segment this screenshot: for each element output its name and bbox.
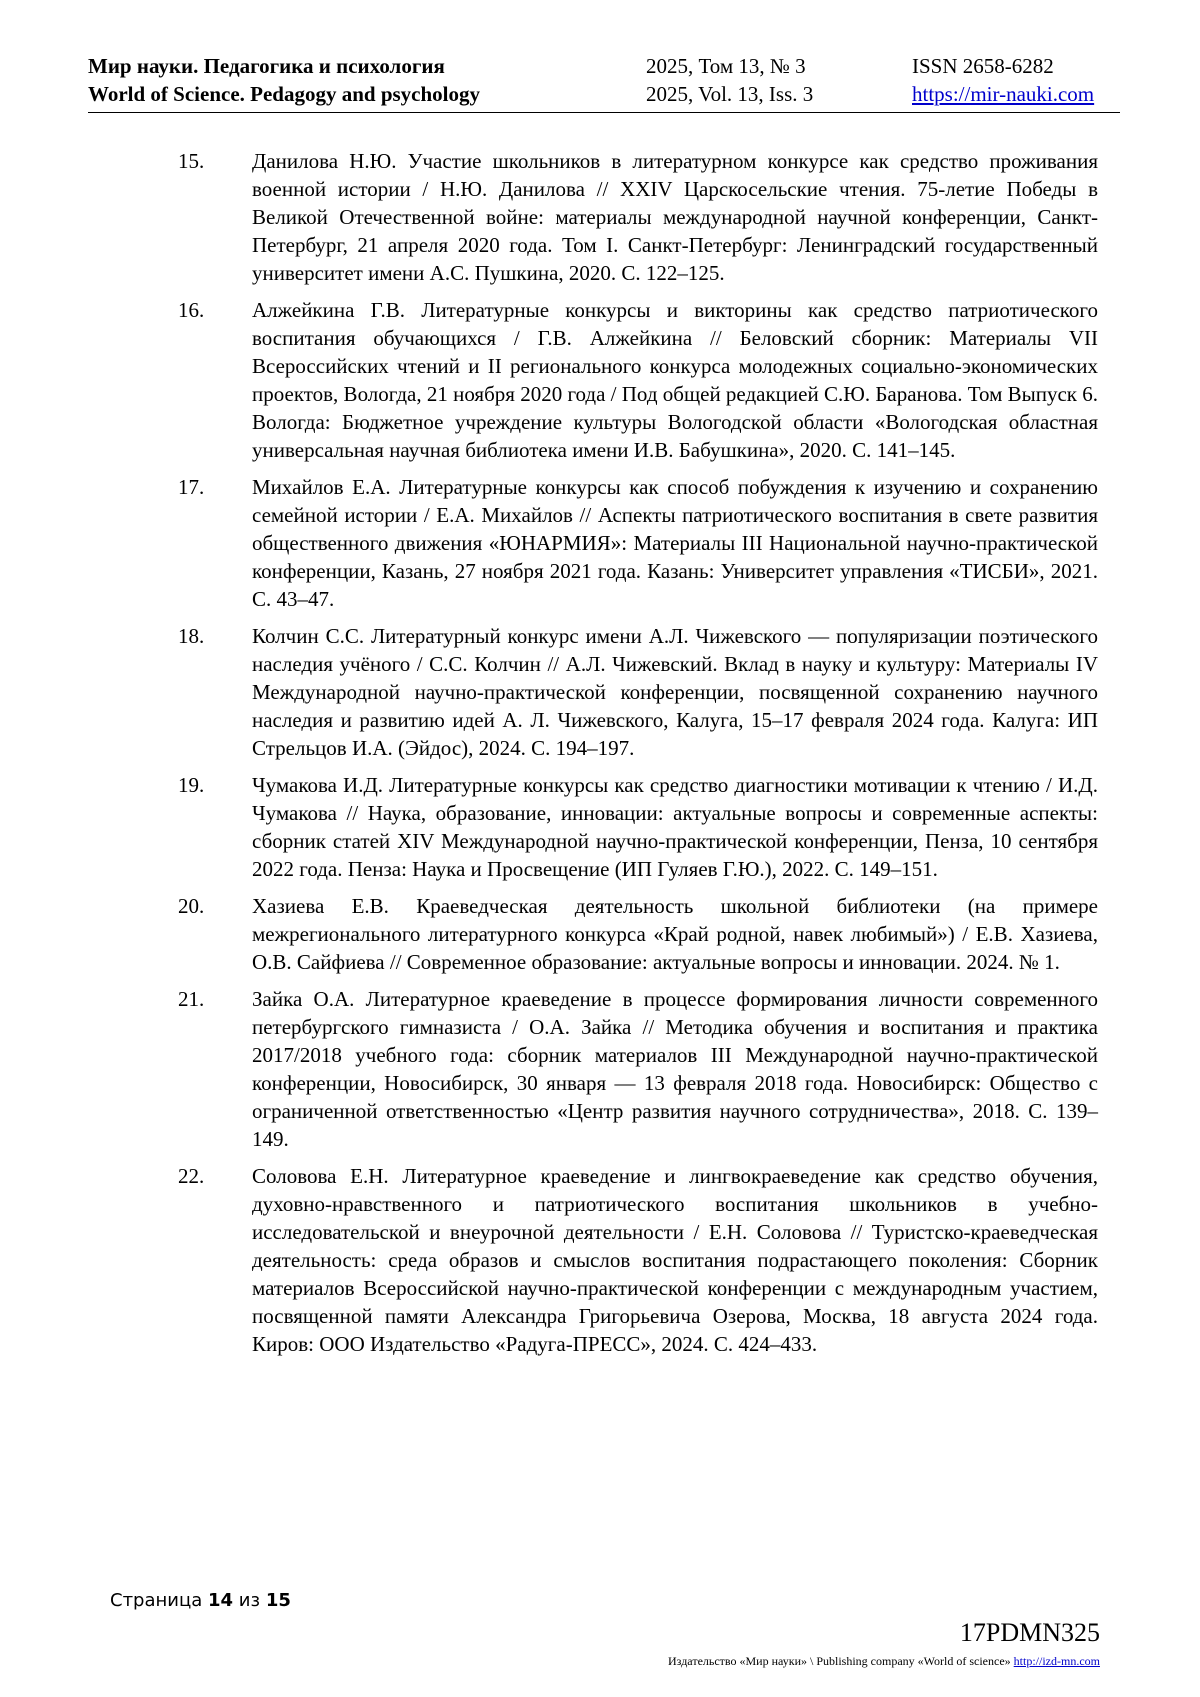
reference-item [178,771,1098,883]
reference-number: 18. [178,624,205,648]
reference-text: Данилова Н.Ю. Участие школьников в литературном конкурсе как средство проживания военной истории / Н.Ю. Данилова // XXIV Царскосельские чтения. 75-летие Победы в Великой Отечественной войне: материалы международной научной конференции, Санкт-Петербург, 21 апреля 2020 года. Том I. Санкт-Петербург: Ленинградский государственный университет имени А.С. Пушкина, 2020. С. 122–125. [252,149,1098,285]
page-of: из [238,1590,261,1611]
reference-text: Хазиева Е.В. Краеведческая деятельность школьной библиотеки (на примере межрегионального литературного конкурса «Край родной, навек любимый») / Е.В. Хазиева, О.В. Сайфиева // Современное образование: актуальные вопросы и инновации. 2024. № 1. [252,894,1098,974]
issn: ISSN 2658-6282 [912,54,1054,78]
page-label: Страница [110,1590,203,1611]
publisher-line [668,1654,1100,1669]
reference-list [178,147,1098,1367]
reference-number: 15. [178,149,205,173]
reference-text: Колчин С.С. Литературный конкурс имени А.Л. Чижевского — популяризации поэтического наследия учёного / С.С. Колчин // А.Л. Чижевский. Вклад в науку и культуру: Материалы IV Международной научно-практической конференции, посвященной сохранению научного наследия и развитию идей А. Л. Чижевского, Калуга, 15–17 февраля 2024 года. Калуга: ИП Стрельцов И.А. (Эйдос), 2024. С. 194–197. [252,624,1098,760]
reference-item [178,296,1098,464]
issn-block [912,52,1094,108]
reference-item [178,147,1098,287]
reference-number: 21. [178,987,205,1011]
journal-title [88,52,480,108]
reference-number: 16. [178,298,205,322]
page-header [88,52,1120,113]
reference-item [178,622,1098,762]
journal-title-en: World of Science. Pedagogy and psychology [88,82,481,106]
publisher-link[interactable]: http://izd-mn.com [1013,1654,1100,1668]
volume-info-ru: 2025, Том 13, № 3 [646,54,806,78]
journal-title-ru: Мир науки. Педагогика и психология [88,54,445,78]
reference-text: Чумакова И.Д. Литературные конкурсы как средство диагностики мотивации к чтению / И.Д. Чумакова // Наука, образование, инновации: актуальные вопросы и современные аспекты: сборник статей XIV Международной научно-практической конференции, Пенза, 10 сентября 2022 года. Пенза: Наука и Просвещение (ИП Гуляев Г.Ю.), 2022. С. 149–151. [252,773,1098,881]
volume-info-en: 2025, Vol. 13, Iss. 3 [646,82,814,106]
reference-text: Соловова Е.Н. Литературное краеведение и лингвокраеведение как средство обучения, духовно-нравственного и патриотического воспитания школьников в учебно-исследовательской и внеурочной деятельности / Е.Н. Соловова // Туристско-краеведческая деятельность: среда образов и смыслов воспитания подрастающего поколения: Сборник материалов Всероссийской научно-практической конференции с международным участием, посвященной памяти Александра Григорьевича Озерова, Москва, 18 августа 2024 года. Киров: ООО Издательство «Радуга-ПРЕСС», 2024. С. 424–433. [252,1164,1098,1356]
reference-item [178,985,1098,1153]
reference-text: Алжейкина Г.В. Литературные конкурсы и викторины как средство патриотического воспитания обучающихся / Г.В. Алжейкина // Беловский сборник: Материалы VII Всероссийских чтений и II регионального конкурса молодежных социально-экономических проектов, Вологда, 21 ноября 2020 года / Под общей редакцией С.Ю. Баранова. Том Выпуск 6. Вологда: Бюджетное учреждение культуры Вологодской области «Вологодская областная универсальная научная библиотека имени И.В. Бабушкина», 2020. С. 141–145. [252,298,1098,462]
page-total: 15 [265,1590,291,1611]
volume-info [646,52,813,108]
reference-item [178,1162,1098,1358]
article-code: 17PDMN325 [959,1618,1100,1647]
reference-number: 19. [178,773,205,797]
reference-number: 20. [178,894,205,918]
reference-item [178,473,1098,613]
publisher-text: Издательство «Мир науки» \ Publishing company «World of science» [668,1654,1011,1668]
reference-item [178,892,1098,976]
reference-number: 22. [178,1164,205,1188]
reference-number: 17. [178,475,205,499]
reference-text: Зайка О.А. Литературное краеведение в процессе формирования личности современного петербургского гимназиста / О.А. Зайка // Методика обучения и воспитания и практика 2017/2018 учебного года: сборник материалов III Международной научно-практической конференции, Новосибирск, 30 января — 13 февраля 2018 года. Новосибирск: Общество с ограниченной ответственностью «Центр развития научного сотрудничества», 2018. С. 139–149. [252,987,1098,1151]
journal-url-link[interactable]: https://mir-nauki.com [912,82,1095,106]
reference-text: Михайлов Е.А. Литературные конкурсы как способ побуждения к изучению и сохранению семейной истории / Е.А. Михайлов // Аспекты патриотического воспитания в свете развития общественного движения «ЮНАРМИЯ»: Материалы III Национальной научно-практической конференции, Казань, 27 ноября 2021 года. Казань: Университет управления «ТИСБИ», 2021. С. 43–47. [252,475,1098,611]
page-current: 14 [208,1590,234,1611]
page-number [110,1590,291,1611]
